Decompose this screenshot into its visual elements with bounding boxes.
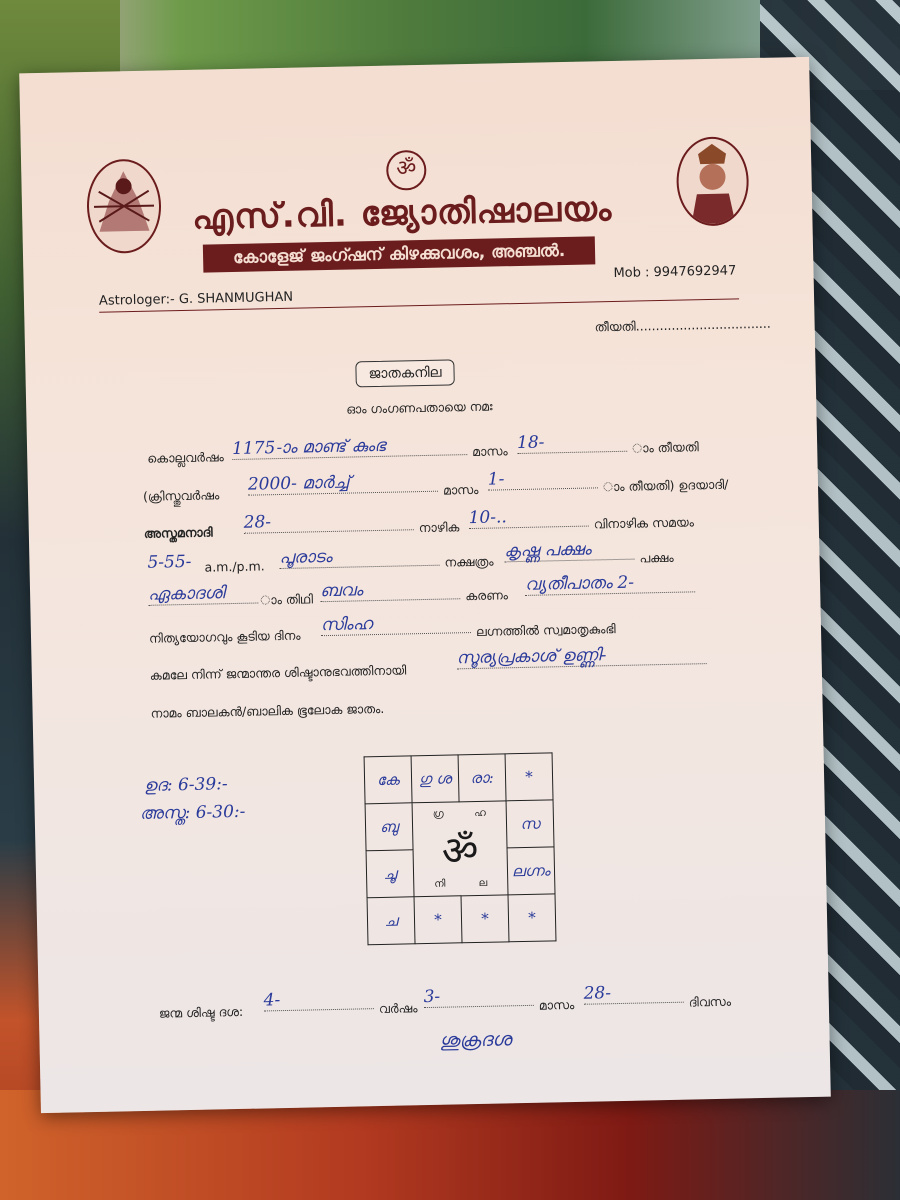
chart-center-label-2: ഹ <box>474 807 486 820</box>
row7-label-janmantara: കമലേ നിന്ന് ജന്മാന്തര ശിഷ്ടാനുഭവത്തിനായി <box>149 662 407 683</box>
row5-karanam-value: ബവം <box>320 578 460 602</box>
chart-center-label-4: ല <box>478 877 488 889</box>
row8-label-namam: നാമം ബാലകൻ/ബാലിക ഭൂലോക ജാതം. <box>150 700 385 721</box>
row4-label-paksha: പക്ഷം <box>639 549 674 566</box>
row6-label-lagnam: ലഗ്നത്തിൽ സ്വമാതൃകുംഭി <box>475 621 616 639</box>
horoscope-document <box>19 57 831 1113</box>
row4-paksha-value: കൃഷ്ണ പക്ഷം <box>504 539 634 563</box>
dasha-name-value: ശുക്രദശ <box>439 1028 512 1052</box>
row7-name-value: സൂര്യപ്രകാശ് ഉണ്ണി- <box>456 643 706 669</box>
row5-label-tithi: ാം തിഥി <box>260 591 314 608</box>
chart-cell-bottom-2: * <box>414 896 462 944</box>
chart-cell-top-3: രാ: <box>458 754 506 802</box>
chart-cell-top-4: * <box>505 753 553 801</box>
dasha-label-months: മാസം <box>538 996 575 1013</box>
chart-cell-top-1: കേ <box>364 756 412 804</box>
row4-label-nakshatra: നക്ഷത്രം <box>444 553 494 570</box>
row1-date-value: 18- <box>517 431 627 454</box>
deity-right-image <box>676 136 750 226</box>
row3-nazhika-value: 28- <box>243 509 413 534</box>
row5-yogam-value: വ്യതീപാതം 2- <box>525 571 695 596</box>
row2-year-month-value: 2000- മാർച്ച് <box>248 471 438 496</box>
dasha-label: ജന്മ ശിഷ്ട ദശ: <box>158 1003 244 1021</box>
row4-time-value: 5-55- <box>147 551 192 573</box>
date-field: തീയതി.................................. <box>594 315 771 335</box>
chart-cell-left-2: ചൂ <box>366 850 414 898</box>
chart-cell-right-1: സ <box>506 800 554 848</box>
sunrise-note: ഉദ: 6-39:- <box>143 774 228 796</box>
deity-left-image <box>86 158 162 254</box>
row3-vinazhika-value: 10-.. <box>468 506 588 530</box>
astrologer-name: Astrologer:- G. SHANMUGHAN <box>98 289 294 309</box>
chart-cell-bottom-3: * <box>461 895 509 943</box>
row4-nakshatra-value: പൂരാടം <box>279 545 439 569</box>
row3-label-astamanadi: അസ്തമനാദി <box>143 524 213 541</box>
chart-center-label-1: ഗ്ര <box>432 808 444 820</box>
dasha-years-value: 4- <box>263 988 373 1011</box>
row2-label-month: മാസം <box>442 481 479 498</box>
row4-label-ampm: a.m./p.m. <box>204 558 265 575</box>
dasha-months-value: 3- <box>423 985 533 1008</box>
business-title: എസ്.വി. ജ്യോതിഷാലയം <box>191 189 613 238</box>
chart-cell-top-2: ഗു ശ <box>411 755 459 803</box>
chart-om-icon: ॐ <box>441 827 479 875</box>
business-address: കോളേജ് ജംഗ്ഷന് കിഴക്കുവശം, അഞ്ചൽ. <box>203 236 596 272</box>
chart-center-label-3: നി <box>434 878 446 890</box>
row5-tithi-value: ഏകാദശി <box>148 582 258 605</box>
row1-label-date: ാം തീയതി <box>632 439 699 456</box>
row5-label-karanam: കരണം <box>465 587 509 604</box>
row1-kollam-year-value: 1175-ാം മാണ്ട് കുംഭ <box>232 434 467 460</box>
chart-cell-right-2: ലഗ്നം <box>507 847 555 895</box>
document-heading: ജാതകനില <box>355 359 455 387</box>
mobile-number: Mob : 9947692947 <box>613 263 737 281</box>
row3-label-nazhika: നാഴിക <box>418 519 460 536</box>
row1-label-kollam: കൊല്ലവർഷം <box>147 449 224 466</box>
row2-date-value: 1- <box>488 467 598 490</box>
row1-label-month: മാസം <box>472 443 508 459</box>
dasha-label-years: വർഷം <box>378 1000 418 1017</box>
row2-label-christian: (ക്രിസ്തുവർഷം <box>142 487 220 504</box>
row3-label-vinazhika: വിനാഴിക സമയം <box>593 514 695 532</box>
dasha-label-days: ദിവസം <box>688 993 732 1010</box>
rasi-chart <box>364 752 557 945</box>
chart-cell-bottom-4: * <box>508 894 556 942</box>
sunset-note: അസ്ത: 6-30:- <box>139 801 246 825</box>
row2-label-date: ാം തീയതി) ഉദയാദി/ <box>602 476 729 495</box>
chart-cell-bottom-1: ച <box>367 897 415 945</box>
dasha-days-value: 28- <box>583 982 683 1005</box>
row6-label-nityayogam: നിത്യയോഗവും കൂടിയ ദിനം <box>148 627 301 646</box>
om-symbol-icon: ॐ <box>386 150 427 191</box>
chart-cell-left-1: ബു <box>365 803 413 851</box>
invocation-line: ഓം ഗംഗണപതായെ നമഃ <box>346 398 493 417</box>
chart-center <box>412 801 508 897</box>
row6-lagnam-value: സിംഹ <box>321 612 471 636</box>
